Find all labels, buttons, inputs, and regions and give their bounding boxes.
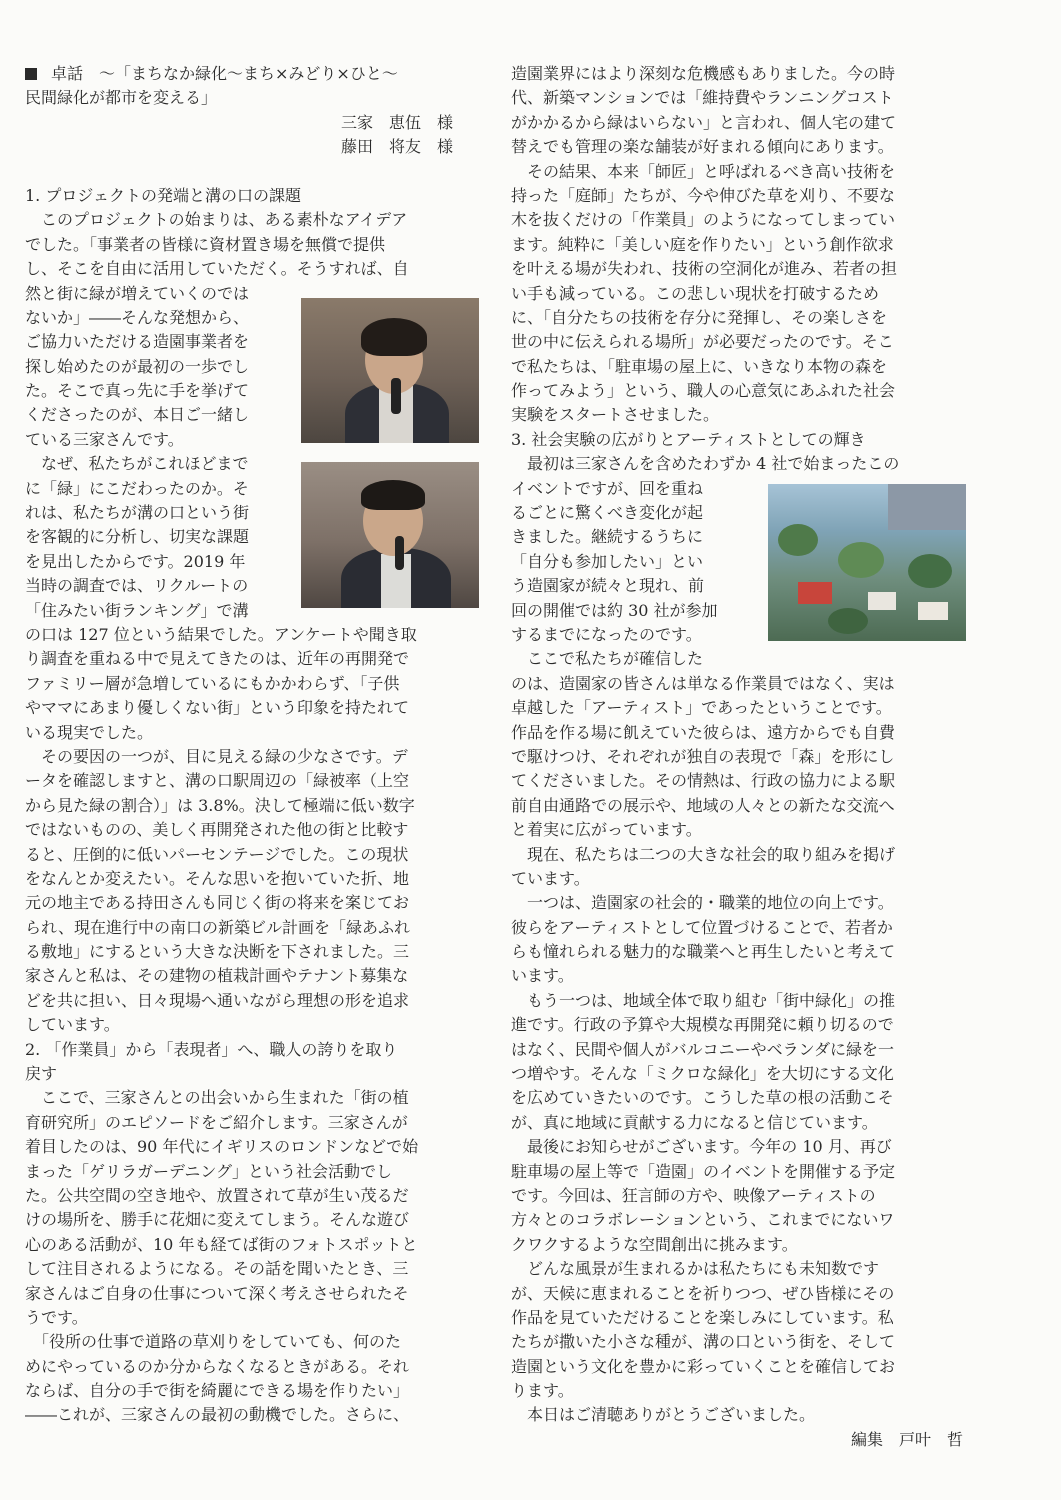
text-line: たちが撒いた小さな種が、溝の口という街を、そして xyxy=(511,1332,896,1352)
text-line: 当時の調査では、リクルートの xyxy=(25,576,249,596)
text-line: い手も減っている。この悲しい現状を打破するため xyxy=(511,283,880,303)
text-line: ます。純粋に「美しい庭を作りたい」という創作欲求 xyxy=(511,234,894,254)
text-line: れは、私たちが溝の口という街 xyxy=(25,503,250,523)
text-line: に、「自分たちの技術を存分に発揮し、その楽しさを xyxy=(511,307,888,327)
text-line: めにやっているのか分からなくなるときがある。それ xyxy=(25,1356,410,1376)
text-line: その結果、本来「師匠」と呼ばれるべき高い技術を xyxy=(511,161,896,181)
text-line: 家さんはご自身の仕事について深く考えさせられたそ xyxy=(25,1283,409,1303)
text-line: 実験をスタートさせました。 xyxy=(511,405,720,425)
text-line: 1. プロジェクトの発端と溝の口の課題 xyxy=(25,185,302,205)
text-line: てくださいました。その情熱は、行政の協力による駅 xyxy=(511,771,896,791)
title-line-2: 民間緑化が都市を変える」 xyxy=(25,88,218,108)
text-line: る敷地」にするという大きな決断を下されました。三 xyxy=(25,942,410,962)
text-line: 「役所の仕事で道路の草刈りをしていても、何のた xyxy=(25,1332,402,1352)
text-line: ファミリー層が急増しているにもかかわらず、「子供 xyxy=(25,673,400,693)
right-body-text xyxy=(511,62,963,1428)
text-line: と着実に広がっています。 xyxy=(511,820,702,840)
right-column xyxy=(511,62,963,1452)
text-line: なぜ、私たちがこれほどまで xyxy=(25,454,249,474)
text-line: 駐車場の屋上等で「造園」のイベントを開催する予定 xyxy=(511,1161,896,1181)
text-line: います。 xyxy=(511,966,574,986)
text-line: で駆けつけ、それぞれが独自の表現で「森」を形にし xyxy=(511,746,895,766)
text-line: ならば、自分の手で街を綺麗にできる場を作りたい」 xyxy=(25,1381,410,1401)
text-line: 持った「庭師」たちが、今や伸びた草を刈り、不要な xyxy=(511,185,896,205)
text-line: るごとに驚くべき変化が起 xyxy=(511,503,704,523)
speaker-name: 三家 恵伍 様 xyxy=(340,112,453,132)
text-line: ると、圧倒的に低いパーセンテージでした。この現状 xyxy=(25,844,409,864)
text-line: その要因の一つが、目に見える緑の少なさです。デ xyxy=(25,746,408,766)
text-line: 進です。行政の予算や大規模な再開発に頼り切るので xyxy=(511,1015,894,1035)
text-line: 代、新築マンションでは「維持費やランニングコスト xyxy=(511,88,894,108)
text-line: ご協力いただける造園事業者を xyxy=(25,332,250,352)
text-line: 現在、私たちは二つの大きな社会的取り組みを掲げ xyxy=(511,844,896,864)
text-line: ではないものの、美しく再開発された他の街と比較す xyxy=(25,820,409,840)
text-line: いる現実でした。 xyxy=(25,722,154,742)
text-line: 3. 社会実験の広がりとアーティストとしての輝き xyxy=(511,429,866,449)
text-line: イベントですが、回を重ね xyxy=(511,478,704,498)
text-line: し、そこを自由に活用していただく。そうすれば、自 xyxy=(25,259,409,279)
square-bullet-icon xyxy=(25,68,37,80)
text-line: 彼らをアーティストとして位置づけることで、若者か xyxy=(511,917,893,937)
text-line: 然と街に緑が増えていくのでは xyxy=(25,283,250,303)
text-line: 作品を作る場に飢えていた彼らは、遠方からでも自費 xyxy=(511,722,895,742)
text-line: 育研究所」のエピソードをご紹介します。三家さんが xyxy=(25,1112,408,1132)
text-line: きました。継続するうちに xyxy=(511,527,704,547)
text-line: り調査を重ねる中で見えてきたのは、近年の再開発で xyxy=(25,649,410,669)
text-line: 「住みたい街ランキング」で溝 xyxy=(25,600,249,620)
text-line: られ、現在進行中の南口の新築ビル計画を「緑あふれ xyxy=(25,917,410,937)
text-line: うです。 xyxy=(25,1307,88,1327)
text-line: 方々とのコラボレーションという、これまでにないワ xyxy=(511,1210,895,1230)
text-line: の口は 127 位という結果でした。アンケートや聞き取 xyxy=(25,624,417,644)
speaker-name: 藤田 将友 様 xyxy=(340,137,453,157)
text-line: がかかるから緑はいらない」と言われ、個人宅の建て xyxy=(511,112,896,132)
text-line: けの場所を、勝手に花畑に変えてしまう。そんな遊び xyxy=(25,1210,410,1230)
text-line: です。今回は、狂言師の方や、映像アーティストの xyxy=(511,1185,876,1205)
text-line: ータを確認しますと、溝の口駅周辺の「緑被率（上空 xyxy=(25,771,410,791)
text-line: 心のある活動が、10 年も経てば街のフォトスポットと xyxy=(25,1234,418,1254)
text-line: クワクするような空間創出に挑みます。 xyxy=(511,1234,798,1254)
text-line: 一つは、造園家の社会的・職業的地位の向上です。 xyxy=(511,893,894,913)
text-line: くださったのが、本日ご一緒し xyxy=(25,405,250,425)
text-line: 造園業界にはより深刻な危機感もありました。今の時 xyxy=(511,64,896,83)
text-line: 回の開催では約 30 社が参加 xyxy=(511,600,718,620)
text-line: が、天候に恵まれることを祈りつつ、ぜひ皆様にその xyxy=(511,1283,895,1303)
text-line: ここで私たちが確信した xyxy=(511,649,704,669)
text-line: しています。 xyxy=(25,1015,120,1035)
text-line: 探し始めたのが最初の一歩でし xyxy=(25,356,250,376)
text-line: どんな風景が生まれるかは私たちにも未知数です xyxy=(511,1259,880,1279)
text-line: から見た緑の割合）」は 3.8%。決して極端に低い数字 xyxy=(25,795,415,815)
text-line: ています。 xyxy=(511,868,590,888)
text-line: のは、造園家の皆さんは単なる作業員ではなく、実は xyxy=(511,673,895,693)
text-line: をなんとか変えたい。そんな思いを抱いていた折、地 xyxy=(25,868,410,888)
text-line: して注目されるようになる。その話を聞いたとき、三 xyxy=(25,1259,409,1279)
text-line: 「自分も参加したい」とい xyxy=(511,551,704,571)
text-line: 造園という文化を豊かに彩っていくことを確信してお xyxy=(511,1356,896,1376)
text-line: らも憧れられる魅力的な職業へと再生したいと考えて xyxy=(511,942,896,962)
text-line: つ増やす。そんな「ミクロな緑化」を大切にする文化 xyxy=(511,1064,894,1084)
text-line: ――これが、三家さんの最初の動機でした。さらに、 xyxy=(25,1405,410,1425)
text-line: ている三家さんです。 xyxy=(25,429,184,449)
text-line: を見出したからです。2019 年 xyxy=(25,551,246,571)
text-line: 着目したのは、90 年代にイギリスのロンドンなどで始 xyxy=(25,1137,419,1157)
text-line: う造園家が続々と現れ、前 xyxy=(511,576,704,596)
text-line: ないか」――そんな発想から、 xyxy=(25,307,250,327)
text-line: まった「ゲリラガーデニング」という社会活動でし xyxy=(25,1161,393,1181)
text-line: た。そこで真っ先に手を挙げて xyxy=(25,381,250,401)
speaker-photo-1 xyxy=(301,298,479,443)
text-line: 卓越した「アーティスト」であったということです。 xyxy=(511,698,892,718)
title-line-1: 卓話 ～「まちなか緑化～まち×みどり×ひと～ xyxy=(25,62,478,86)
text-line: を客観的に分析し、切実な課題 xyxy=(25,527,250,547)
text-line: を広めていきたいのです。こうした草の根の活動こそ xyxy=(511,1088,894,1108)
text-line: 替えでも管理の楽な舗装が好まれる傾向にあります。 xyxy=(511,137,894,157)
rooftop-garden-photo xyxy=(768,484,966,641)
text-line: どを共に担い、日々現場へ通いながら理想の形を追求 xyxy=(25,990,410,1010)
text-line: このプロジェクトの始まりは、ある素朴なアイデア xyxy=(25,210,408,230)
text-line: 家さんと私は、その建物の植栽計画やテナント募集な xyxy=(25,966,409,986)
text-line: 木を抜くだけの「作業員」のようになってしまってい xyxy=(511,210,896,230)
text-line: やママにあまり優しくない街」という印象を持たれて xyxy=(25,698,410,718)
text-line: はなく、民間や個人がバルコニーやベランダに緑を一 xyxy=(511,1039,895,1059)
text-line: 2. 「作業員」から「表現者」へ、職人の誇りを取り xyxy=(25,1039,398,1059)
text-line: ここで、三家さんとの出会いから生まれた「街の植 xyxy=(25,1088,409,1108)
text-line: に「緑」にこだわったのか。そ xyxy=(25,478,249,498)
text-line: を叶える場が失われ、技術の空洞化が進み、若者の担 xyxy=(511,259,897,279)
text-line: 本日はご清聴ありがとうございました。 xyxy=(511,1405,816,1425)
text-line: もう一つは、地域全体で取り組む「街中緑化」の推 xyxy=(511,990,896,1010)
text-line: 前自由通路での展示や、地域の人々との新たな交流へ xyxy=(511,795,895,815)
text-line: 元の地主である持田さんも同じく街の将来を案じてお xyxy=(25,893,410,913)
text-line: ります。 xyxy=(511,1381,574,1401)
text-line: 戻す xyxy=(25,1064,58,1084)
text-line: で私たちは、「駐車場の屋上に、いきなり本物の森を xyxy=(511,356,888,376)
text-line: 作ってみよう」という、職人の心意気にあふれた社会 xyxy=(511,381,896,401)
text-line: 世の中に伝えられる場所」が必要だったのです。そこ xyxy=(511,332,894,352)
text-line: が、真に地域に貢献する力になると信じています。 xyxy=(511,1112,878,1132)
editor-credit: 編集 戸叶 哲 xyxy=(850,1429,963,1449)
left-column xyxy=(25,62,478,1428)
text-line: するまでになったのです。 xyxy=(511,624,702,644)
text-line: でした。「事業者の皆様に資材置き場を無償で提供 xyxy=(25,234,386,254)
text-line: た。公共空間の空き地や、放置されて草が生い茂るだ xyxy=(25,1185,409,1205)
text-line: 最後にお知らせがございます。今年の 10 月、再び xyxy=(511,1137,892,1157)
text-line: 最初は三家さんを含めたわずか 4 社で始まったこの xyxy=(511,454,900,474)
speaker-photo-2 xyxy=(301,462,479,608)
text-line: 作品を見ていただけることを楽しみにしています。私 xyxy=(511,1307,894,1327)
